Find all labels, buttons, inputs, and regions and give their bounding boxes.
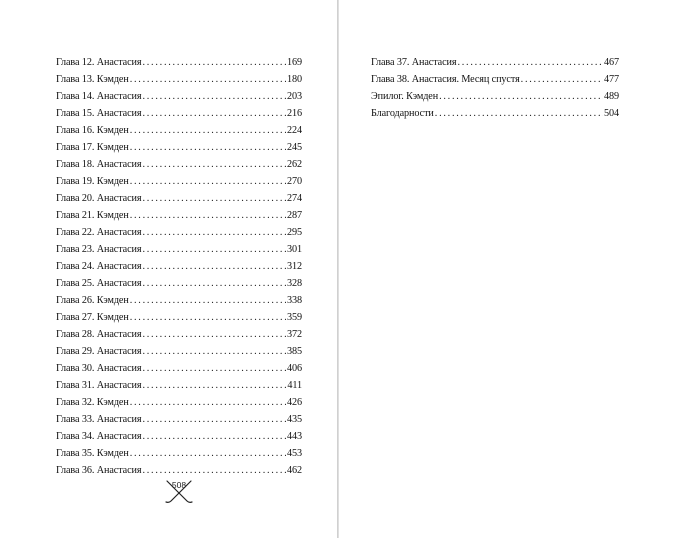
toc-entry-title: Глава 16. Кэмден: [56, 125, 129, 136]
toc-entry: [56, 293, 302, 310]
toc-entry-page-number: 270: [287, 176, 302, 187]
toc-entry: [56, 55, 302, 72]
toc-entry-page-number: 467: [604, 57, 619, 68]
toc-dot-leader: [521, 72, 603, 87]
toc-dot-leader: [142, 225, 286, 240]
toc-entry-title: Глава 33. Анастасия: [56, 414, 142, 425]
right-page: [339, 0, 674, 538]
toc-entry: [56, 89, 302, 106]
toc-entry-page-number: 295: [287, 227, 302, 238]
toc-entry: [56, 225, 302, 242]
toc-entry-page-number: 504: [604, 108, 619, 119]
toc-entry-page-number: 426: [287, 397, 302, 408]
toc-dot-leader: [130, 208, 286, 223]
toc-dot-leader: [130, 140, 286, 155]
toc-entry: [56, 106, 302, 123]
page-number-emblem: [163, 478, 195, 508]
toc-entry-title: Глава 29. Анастасия: [56, 346, 142, 357]
toc-dot-leader: [142, 378, 286, 393]
toc-entry-page-number: 477: [604, 74, 619, 85]
toc-entry-page-number: 406: [287, 363, 302, 374]
toc-entry: [56, 191, 302, 208]
toc-dot-leader: [142, 429, 286, 444]
toc-dot-leader: [457, 55, 603, 70]
toc-entry-title: Глава 25. Анастасия: [56, 278, 142, 289]
toc-entry: [56, 395, 302, 412]
toc-entry: [56, 157, 302, 174]
toc-entry-title: Глава 35. Кэмден: [56, 448, 129, 459]
toc-dot-leader: [130, 395, 286, 410]
toc-entry-page-number: 245: [287, 142, 302, 153]
toc-entry-page-number: 435: [287, 414, 302, 425]
toc-entry-title: Глава 31. Анастасия: [56, 380, 142, 391]
toc-entry: [371, 106, 619, 123]
toc-entry: [371, 55, 619, 72]
right-toc-list: [371, 55, 619, 123]
toc-entry-title: Глава 26. Кэмден: [56, 295, 129, 306]
toc-entry-title: Глава 36. Анастасия: [56, 465, 142, 476]
toc-entry-page-number: 216: [287, 108, 302, 119]
toc-entry-page-number: 312: [287, 261, 302, 272]
toc-dot-leader: [142, 463, 286, 478]
toc-entry-page-number: 462: [287, 465, 302, 476]
toc-entry-title: Глава 30. Анастасия: [56, 363, 142, 374]
toc-entry: [56, 242, 302, 259]
toc-dot-leader: [142, 412, 286, 427]
toc-entry-title: Глава 38. Анастасия. Месяц спустя: [371, 74, 520, 85]
toc-entry-title: Глава 23. Анастасия: [56, 244, 142, 255]
toc-dot-leader: [142, 89, 286, 104]
toc-dot-leader: [142, 327, 286, 342]
toc-entry-page-number: 453: [287, 448, 302, 459]
toc-entry: [56, 140, 302, 157]
toc-entry-page-number: 385: [287, 346, 302, 357]
toc-entry-page-number: 274: [287, 193, 302, 204]
toc-entry-page-number: 169: [287, 57, 302, 68]
toc-entry-page-number: 224: [287, 125, 302, 136]
toc-entry-title: Глава 22. Анастасия: [56, 227, 142, 238]
toc-entry-page-number: 372: [287, 329, 302, 340]
toc-entry: [56, 344, 302, 361]
toc-entry: [56, 361, 302, 378]
toc-dot-leader: [142, 276, 286, 291]
toc-entry-title: Глава 17. Кэмден: [56, 142, 129, 153]
toc-entry: [56, 327, 302, 344]
toc-entry-page-number: 287: [287, 210, 302, 221]
toc-entry: [56, 446, 302, 463]
toc-dot-leader: [130, 123, 286, 138]
toc-entry: [56, 72, 302, 89]
toc-entry-title: Глава 34. Анастасия: [56, 431, 142, 442]
toc-entry-title: Глава 15. Анастасия: [56, 108, 142, 119]
toc-entry-title: Глава 12. Анастасия: [56, 57, 142, 68]
toc-dot-leader: [130, 310, 286, 325]
toc-entry: [56, 208, 302, 225]
toc-entry-title: Глава 20. Анастасия: [56, 193, 142, 204]
toc-dot-leader: [435, 106, 603, 121]
toc-entry: [371, 72, 619, 89]
toc-entry-title: Глава 19. Кэмден: [56, 176, 129, 187]
toc-entry-page-number: 489: [604, 91, 619, 102]
toc-entry: [56, 429, 302, 446]
toc-dot-leader: [142, 55, 286, 70]
toc-dot-leader: [130, 293, 286, 308]
toc-dot-leader: [130, 174, 286, 189]
toc-dot-leader: [142, 361, 286, 376]
toc-dot-leader: [130, 446, 286, 461]
toc-entry-page-number: 328: [287, 278, 302, 289]
toc-dot-leader: [142, 242, 286, 257]
toc-entry-title: Глава 37. Анастасия: [371, 57, 457, 68]
toc-dot-leader: [142, 344, 286, 359]
toc-entry: [56, 123, 302, 140]
toc-entry: [56, 378, 302, 395]
toc-dot-leader: [142, 106, 286, 121]
toc-entry-title: Глава 28. Анастасия: [56, 329, 142, 340]
toc-entry-title: Глава 18. Анастасия: [56, 159, 142, 170]
toc-entry: [56, 259, 302, 276]
toc-dot-leader: [439, 89, 603, 104]
toc-dot-leader: [142, 191, 286, 206]
toc-dot-leader: [142, 157, 286, 172]
toc-dot-leader: [130, 72, 286, 87]
toc-entry-title: Глава 24. Анастасия: [56, 261, 142, 272]
toc-entry: [56, 174, 302, 191]
toc-dot-leader: [142, 259, 286, 274]
left-toc-list: [56, 55, 302, 480]
toc-entry-title: Глава 21. Кэмден: [56, 210, 129, 221]
toc-entry: [56, 310, 302, 327]
toc-entry: [56, 276, 302, 293]
toc-entry-title: Благодарности: [371, 108, 434, 119]
toc-entry-title: Глава 14. Анастасия: [56, 91, 142, 102]
toc-entry-page-number: 262: [287, 159, 302, 170]
toc-entry-title: Глава 27. Кэмден: [56, 312, 129, 323]
page-number: 508: [171, 480, 187, 490]
toc-entry-title: Глава 13. Кэмден: [56, 74, 129, 85]
toc-entry: [371, 89, 619, 106]
toc-entry-title: Эпилог. Кэмден: [371, 91, 439, 102]
toc-entry-title: Глава 32. Кэмден: [56, 397, 129, 408]
toc-entry-page-number: 411: [287, 380, 302, 391]
toc-entry: [56, 412, 302, 429]
toc-entry-page-number: 359: [287, 312, 302, 323]
toc-entry-page-number: 338: [287, 295, 302, 306]
toc-entry-page-number: 180: [287, 74, 302, 85]
toc-entry-page-number: 203: [287, 91, 302, 102]
toc-entry-page-number: 443: [287, 431, 302, 442]
toc-entry-page-number: 301: [287, 244, 302, 255]
